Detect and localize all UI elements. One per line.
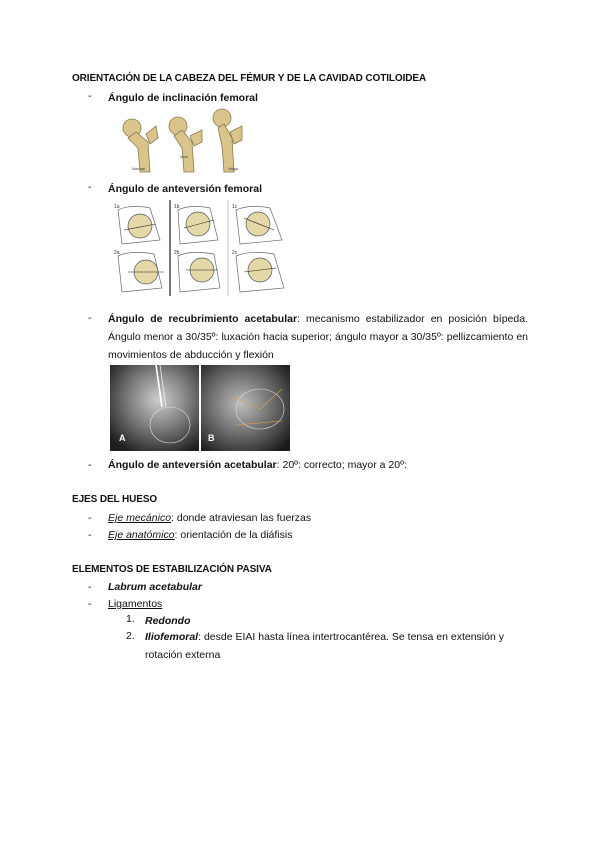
eje-item xyxy=(108,509,528,527)
anteversion-acetabular-line xyxy=(108,456,528,474)
recubrimiento-paragraph xyxy=(108,310,528,364)
ligamentos-item: Ligamentos xyxy=(108,598,163,610)
anteversion-heading: Ángulo de anteversión femoral xyxy=(108,183,263,195)
fig-label-2a: 2a xyxy=(114,250,120,256)
xray-label-a: A xyxy=(119,433,126,443)
recubrimiento-term: Ángulo de recubrimiento acetabular xyxy=(108,313,298,325)
eje-item xyxy=(108,526,528,544)
bullet-dash: - xyxy=(88,512,92,524)
ligament-term: Iliofemoral xyxy=(145,631,199,643)
anteversion-acetabular-text: : 20º: correcto; mayor a 20º: xyxy=(276,459,407,471)
fig-label-1c: 1c xyxy=(232,204,238,210)
bullet-dash: - xyxy=(88,312,92,324)
ligament-term: Redondo xyxy=(145,615,191,627)
ligament-text: : desde EIAI hasta línea intertrocantérea. Se tensa en extensión y rotación externa xyxy=(145,631,504,661)
list-number: 2. xyxy=(126,630,135,642)
fig-label-normal: Normal xyxy=(132,166,145,171)
fig-label-2c: 2c xyxy=(232,250,238,256)
bullet-dash: - xyxy=(88,459,92,471)
inclinacion-heading: Ángulo de inclinación femoral xyxy=(108,92,258,104)
bullet-dash: - xyxy=(88,598,92,610)
section-title-ejes: EJES DEL HUESO xyxy=(72,494,158,505)
eje-term: Eje mecánico xyxy=(108,512,172,524)
eje-text: : donde atraviesan las fuerzas xyxy=(171,512,312,524)
bullet-dash: - xyxy=(88,90,92,102)
fig-label-valgo: Valgo xyxy=(228,166,238,171)
bullet-dash: - xyxy=(88,181,92,193)
anteversion-acetabular-term: Ángulo de anteversión acetabular xyxy=(108,459,277,471)
bullet-dash: - xyxy=(88,581,92,593)
labrum-item: Labrum acetabular xyxy=(108,581,202,593)
fig-label-1a: 1a xyxy=(114,204,120,210)
fig-label-1b: 1b xyxy=(174,204,180,210)
list-number: 1. xyxy=(126,613,135,625)
xray-figure xyxy=(110,365,290,451)
eje-term: Eje anatómico xyxy=(108,529,175,541)
fig-label-varo: Varo xyxy=(180,154,189,159)
xray-label-b: B xyxy=(208,433,215,443)
inclinacion-figure xyxy=(110,108,250,174)
anteversion-figure xyxy=(110,200,290,300)
bullet-dash: - xyxy=(88,529,92,541)
fig-label-2b: 2b xyxy=(174,250,180,256)
recubrimiento-text: : mecanismo estabilizador en posición bípeda. Ángulo menor a 30/35º: luxación hacia superior; ángulo mayor a 30/35º: pellizcamiento en movimientos de abducción y flexión xyxy=(108,313,528,361)
ligament-item-iliofemoral xyxy=(145,628,528,664)
section-title-orientacion: ORIENTACIÓN DE LA CABEZA DEL FÉMUR Y DE LA CAVIDAD COTILOIDEA xyxy=(72,73,427,84)
section-title-estabilizacion: ELEMENTOS DE ESTABILIZACIÓN PASIVA xyxy=(72,564,272,575)
eje-text: : orientación de la diáfisis xyxy=(174,529,293,541)
